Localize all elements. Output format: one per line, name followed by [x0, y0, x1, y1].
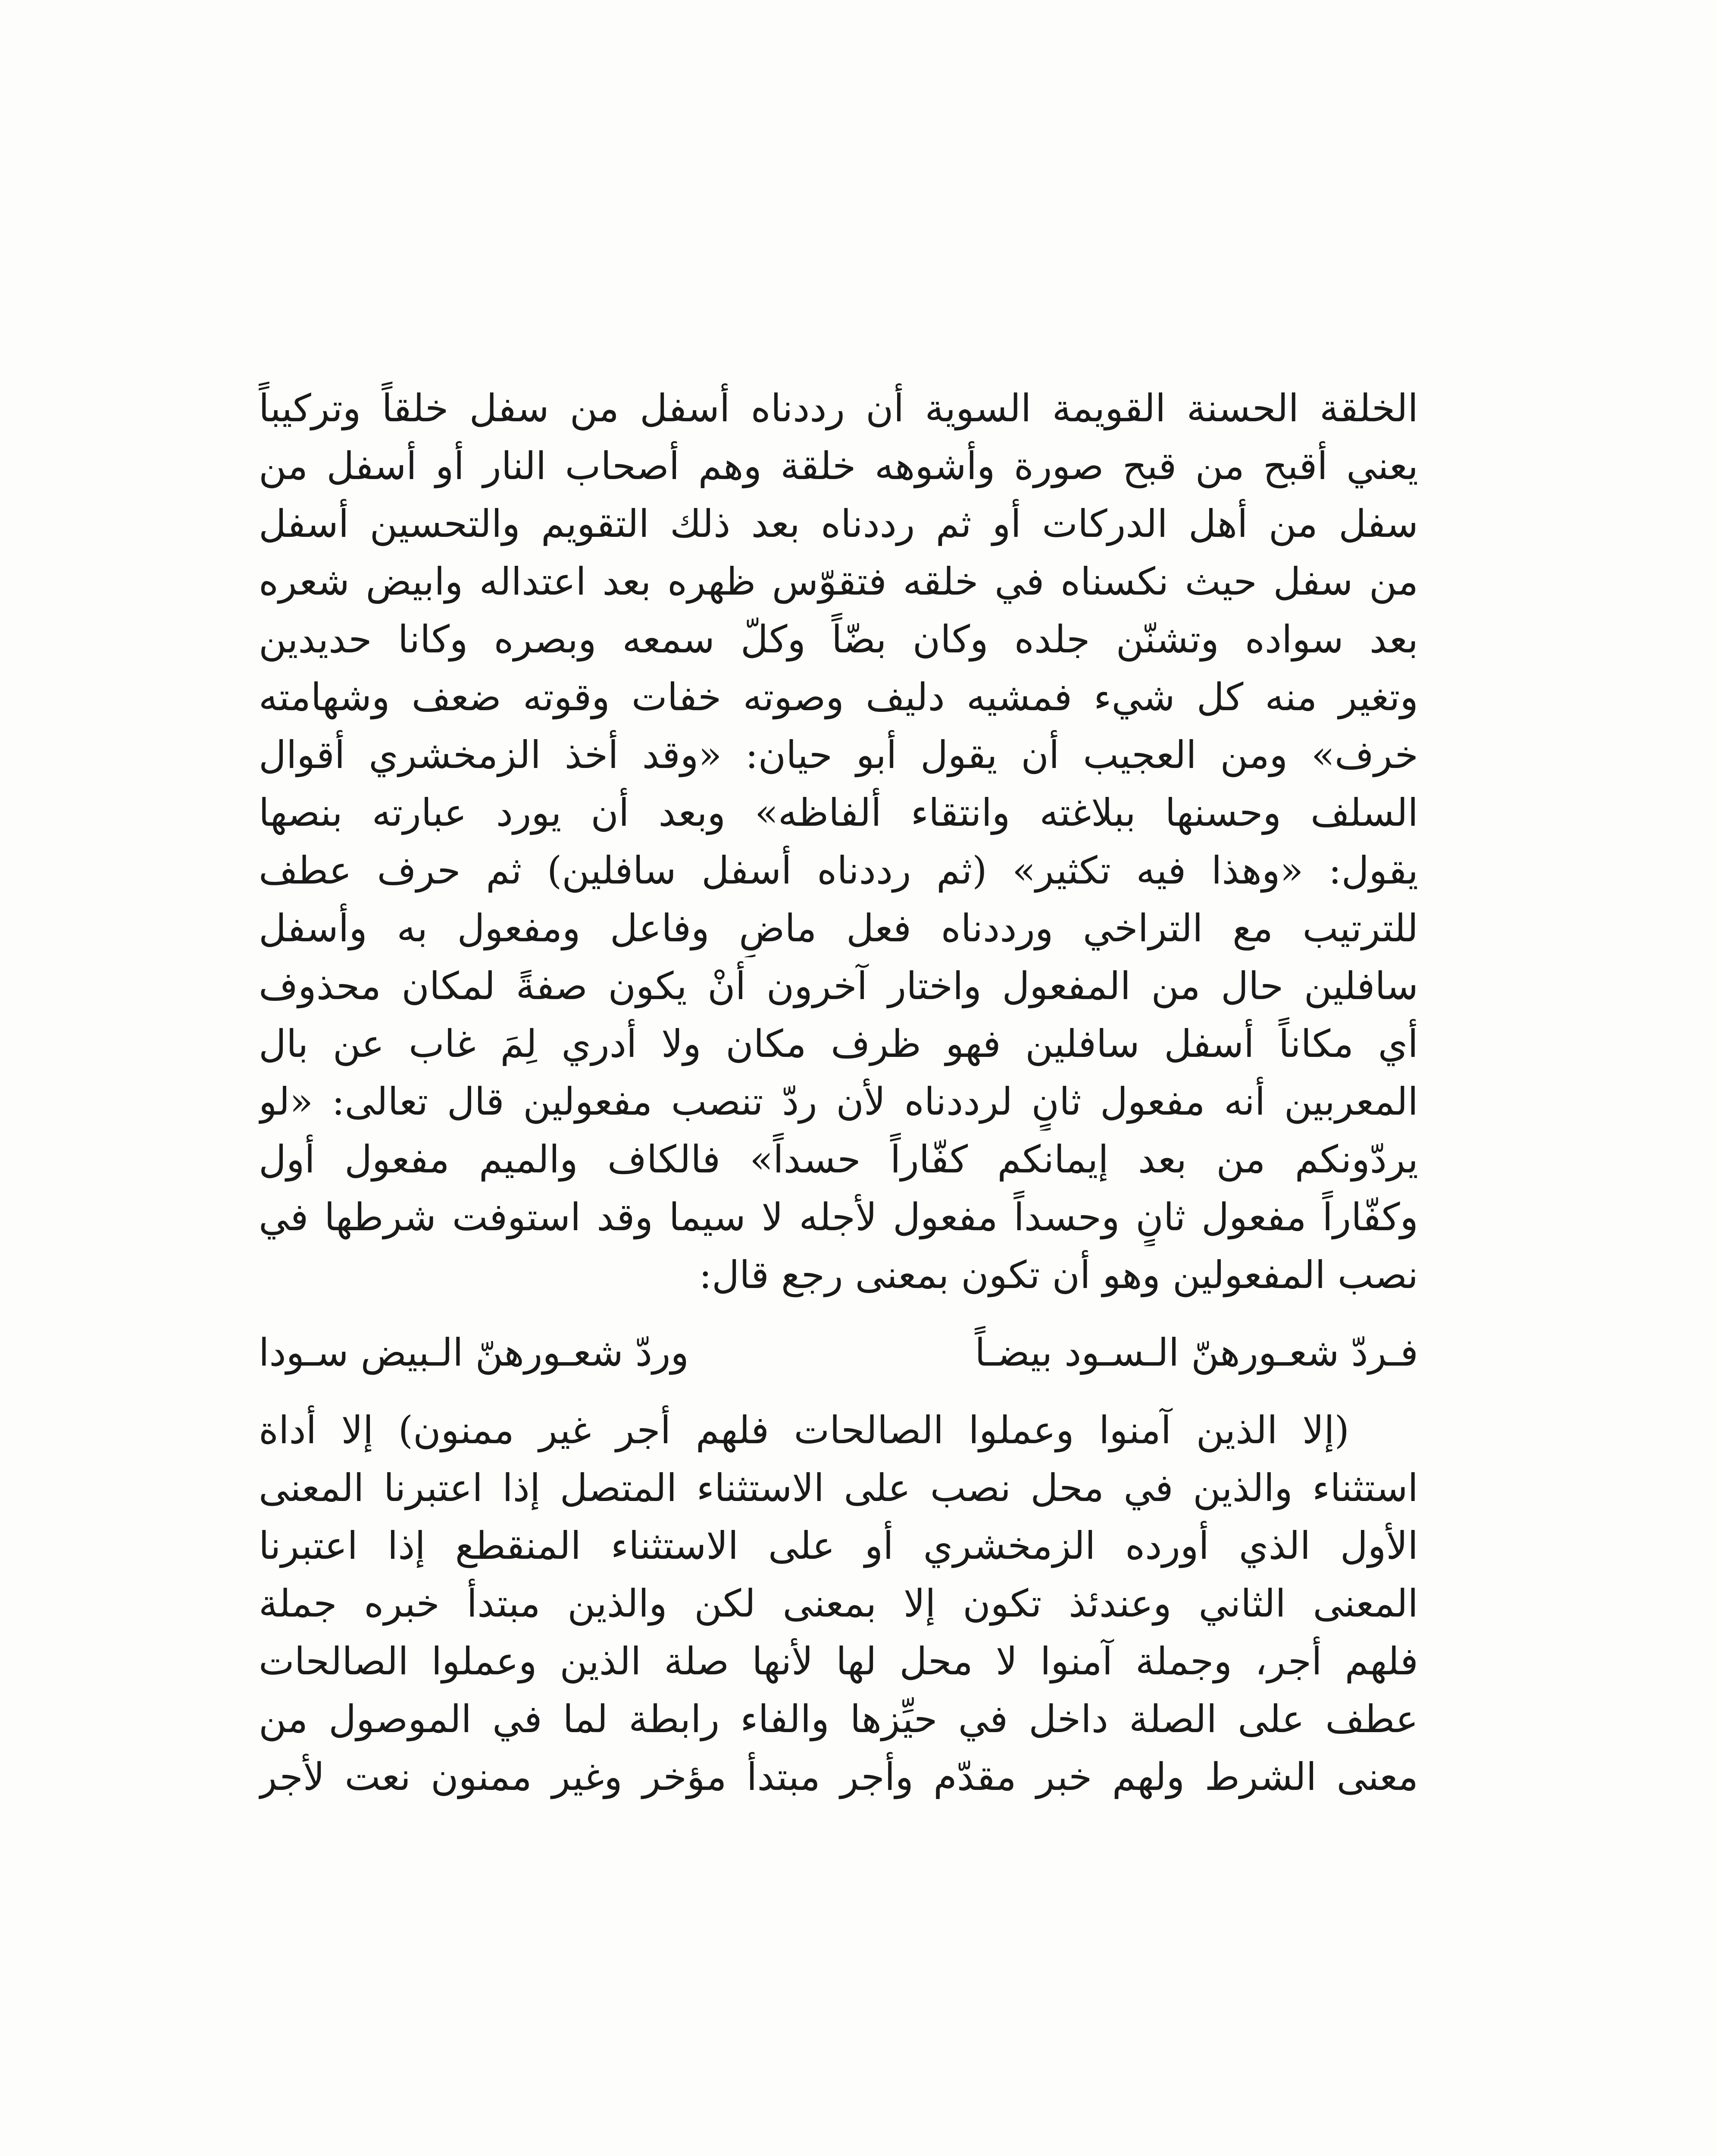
text-line: الخلقة الحسنة القويمة السوية أن رددناه أسفل من سفل خلقاً وتركيباً — [259, 386, 1418, 430]
text-line: بعد سواده وتشنّن جلده وكان بضّاً وكلّ سمعه وبصره وكانا حديدين — [259, 617, 1418, 661]
text-line: للترتيب مع التراخي ورددناه فعل ماضٍ وفاعل ومفعول به وأسفل — [259, 906, 1418, 950]
text-line: أي مكاناً أسفل سافلين فهو ظرف مكان ولا أدري لِمَ غاب عن بال — [259, 1022, 1418, 1066]
text-line: سافلين حال من المفعول واختار آخرون أنْ يكون صفةً لمكان محذوف — [259, 964, 1418, 1008]
text-line: وكفّاراً مفعول ثانٍ وحسداً مفعول لأجله لا سيما وقد استوفت شرطها في — [259, 1195, 1418, 1239]
verse-first-hemistich: فـردّ شعـورهنّ الـسـود بيضـاً — [975, 1330, 1418, 1375]
paragraph-1 — [259, 379, 1418, 1304]
text-line: عطف على الصلة داخل في حيِّزها والفاء رابطة لما في الموصول من — [259, 1697, 1418, 1741]
body-text — [259, 379, 1418, 1806]
text-line: الأول الذي أورده الزمخشري أو على الاستثناء المنقطع إذا اعتبرنا — [259, 1523, 1418, 1568]
text-line: وتغير منه كل شيء فمشيه دليف وصوته خفات وقوته ضعف وشهامته — [259, 675, 1418, 719]
text-line: السلف وحسنها ببلاغته وانتقاء ألفاظه» وبعد أن يورد عبارته بنصها — [259, 790, 1418, 835]
text-line: خرف» ومن العجيب أن يقول أبو حيان: «وقد أخذ الزمخشري أقوال — [259, 733, 1418, 777]
text-line: يقول: «وهذا فيه تكثير» (ثم رددناه أسفل سافلين) ثم حرف عطف — [259, 848, 1418, 893]
text-line: المعربين أنه مفعول ثانٍ لرددناه لأن ردّ تنصب مفعولين قال تعالى: «لو — [259, 1079, 1418, 1124]
poetry-verse — [259, 1324, 1418, 1382]
text-line: (إلا الذين آمنوا وعملوا الصالحات فلهم أجر غير ممنون) إلا أداة — [259, 1408, 1349, 1452]
text-line: يعني أقبح من قبح صورة وأشوهه خلقة وهم أصحاب النار أو أسفل من — [259, 444, 1418, 488]
text-line: المعنى الثاني وعندئذ تكون إلا بمعنى لكن والذين مبتدأ خبره جملة — [259, 1581, 1418, 1626]
text-line: فلهم أجر، وجملة آمنوا لا محل لها لأنها صلة الذين وعملوا الصالحات — [259, 1639, 1418, 1683]
text-line: سفل من أهل الدركات أو ثم رددناه بعد ذلك التقويم والتحسين أسفل — [259, 501, 1418, 546]
text-line: يردّونكم من بعد إيمانكم كفّاراً حسداً» فالكاف والميم مفعول أول — [259, 1137, 1418, 1181]
text-line: معنى الشرط ولهم خبر مقدّم وأجر مبتدأ مؤخر وغير ممنون نعت لأجر — [259, 1755, 1418, 1799]
text-line: نصب المفعولين وهو أن تكون بمعنى رجع قال: — [699, 1253, 1418, 1297]
verse-second-hemistich: وردّ شعـورهنّ الـبيض سـودا — [259, 1330, 689, 1375]
text-line: من سفل حيث نكسناه في خلقه فتقوّس ظهره بعد اعتداله وابيض شعره — [259, 559, 1418, 604]
paragraph-2 — [259, 1401, 1418, 1806]
text-line: استثناء والذين في محل نصب على الاستثناء المتصل إذا اعتبرنا المعنى — [259, 1466, 1418, 1510]
